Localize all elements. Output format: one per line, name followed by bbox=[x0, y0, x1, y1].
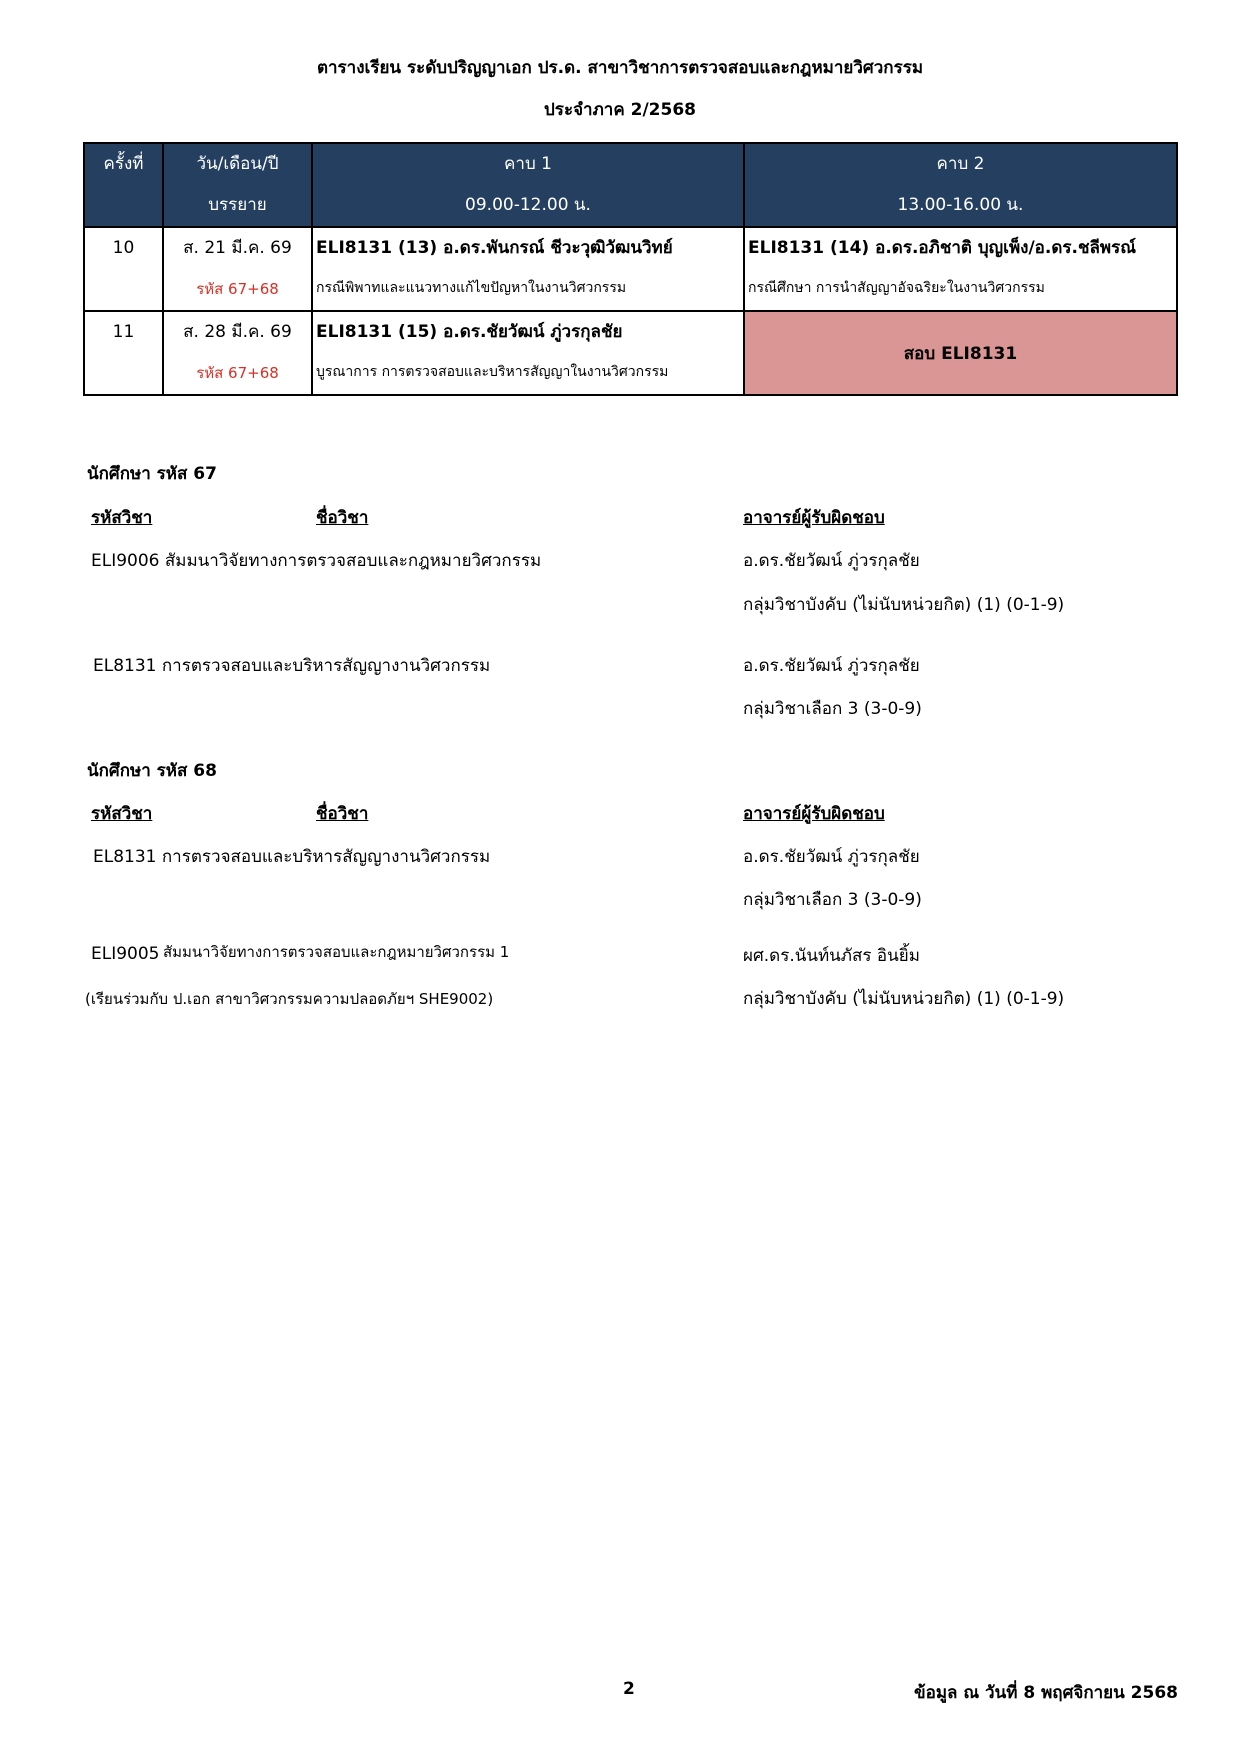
session-date bbox=[163, 227, 312, 311]
course-group: กลุ่มวิชาบังคับ (ไม่นับหน่วยกิต) (1) (0-1-9) bbox=[743, 989, 1065, 1009]
students-67-col-name: ชื่อวิชา bbox=[316, 508, 369, 528]
session-date-value: ส. 28 มี.ค. 69 bbox=[183, 322, 292, 342]
header-session-no bbox=[84, 143, 163, 227]
header-session-no-label: ครั้งที่ bbox=[103, 154, 144, 174]
session-number bbox=[84, 311, 163, 395]
course-code-name: ELI9006 สัมมนาวิจัยทางการตรวจสอบและกฎหมายวิศวกรรม bbox=[91, 551, 542, 571]
session-date bbox=[163, 311, 312, 395]
document-title: ตารางเรียน ระดับปริญญาเอก ปร.ด. สาขาวิชาการตรวจสอบและกฎหมายวิศวกรรม bbox=[316, 58, 924, 78]
schedule-row bbox=[84, 227, 1177, 311]
header-date bbox=[163, 143, 312, 227]
header-period-2-time: 13.00-16.00 น. bbox=[897, 195, 1024, 215]
course-instructor: อ.ดร.ชัยวัฒน์ ภู่วรกุลชัย bbox=[743, 656, 920, 676]
students-67-heading: นักศึกษา รหัส 67 bbox=[87, 464, 217, 484]
students-68-col-name: ชื่อวิชา bbox=[316, 804, 369, 824]
document-term: ประจำภาค 2/2568 bbox=[544, 100, 696, 120]
course-group: กลุ่มวิชาบังคับ (ไม่นับหน่วยกิต) (1) (0-1-9) bbox=[743, 595, 1065, 615]
period-2-topic: กรณีศึกษา การนำสัญญาอัจฉริยะในงานวิศวกรรม bbox=[748, 280, 1045, 296]
session-number-value: 10 bbox=[112, 238, 135, 258]
course-group: กลุ่มวิชาเลือก 3 (3-0-9) bbox=[743, 699, 922, 719]
period-1-topic: กรณีพิพาทและแนวทางแก้ไขปัญหาในงานวิศวกรรม bbox=[316, 280, 627, 296]
students-68-col-instructor: อาจารย์ผู้รับผิดชอบ bbox=[743, 804, 885, 824]
header-period-1-time: 09.00-12.00 น. bbox=[465, 195, 591, 215]
data-as-of: ข้อมูล ณ วันที่ 8 พฤศจิกายน 2568 bbox=[913, 1683, 1178, 1703]
schedule-header-row bbox=[84, 143, 1177, 227]
course-instructor: อ.ดร.ชัยวัฒน์ ภู่วรกุลชัย bbox=[743, 847, 920, 867]
period-2-course: ELI8131 (14) อ.ดร.อภิชาติ บุญเพ็ง/อ.ดร.ชลีพรณ์ bbox=[748, 238, 1137, 258]
students-68-col-code: รหัสวิชา bbox=[91, 804, 153, 824]
period-1-course: ELI8131 (13) อ.ดร.พันกรณ์ ชีวะวุฒิวัฒนวิทย์ bbox=[316, 238, 673, 258]
course-instructor: อ.ดร.ชัยวัฒน์ ภู่วรกุลชัย bbox=[743, 551, 920, 571]
header-date-sublabel: บรรยาย bbox=[208, 195, 267, 215]
exam-cell: สอบ ELI8131 bbox=[744, 311, 1177, 395]
session-date-value: ส. 21 มี.ค. 69 bbox=[183, 238, 292, 258]
schedule-table bbox=[83, 142, 1178, 396]
header-date-label: วัน/เดือน/ปี bbox=[196, 154, 279, 174]
session-number bbox=[84, 227, 163, 311]
header-period-2-label: คาบ 2 bbox=[936, 154, 985, 174]
page-number: 2 bbox=[623, 1679, 635, 1699]
header-period-1 bbox=[312, 143, 744, 227]
session-group: รหัส 67+68 bbox=[196, 364, 279, 382]
header-period-2 bbox=[744, 143, 1177, 227]
period-1-topic: บูรณาการ การตรวจสอบและบริหารสัญญาในงานวิศวกรรม bbox=[316, 364, 669, 380]
session-group: รหัส 67+68 bbox=[196, 280, 279, 298]
period-1-cell bbox=[312, 227, 744, 311]
course-instructor: ผศ.ดร.นันท์นภัสร อินยิ้ม bbox=[743, 946, 920, 966]
period-2-cell bbox=[744, 227, 1177, 311]
course-code: ELI9005 bbox=[91, 944, 160, 964]
course-group: กลุ่มวิชาเลือก 3 (3-0-9) bbox=[743, 890, 922, 910]
schedule-row bbox=[84, 311, 1177, 395]
students-68-heading: นักศึกษา รหัส 68 bbox=[87, 761, 217, 781]
period-1-cell bbox=[312, 311, 744, 395]
course-code-name: EL8131 การตรวจสอบและบริหารสัญญางานวิศวกรรม bbox=[93, 847, 491, 867]
course-name: สัมมนาวิจัยทางการตรวจสอบและกฎหมายวิศวกรรม 1 bbox=[163, 943, 510, 961]
course-code-name: EL8131 การตรวจสอบและบริหารสัญญางานวิศวกรรม bbox=[93, 656, 491, 676]
period-1-course: ELI8131 (15) อ.ดร.ชัยวัฒน์ ภู่วรกุลชัย bbox=[316, 322, 623, 342]
students-67-col-instructor: อาจารย์ผู้รับผิดชอบ bbox=[743, 508, 885, 528]
students-67-col-code: รหัสวิชา bbox=[91, 508, 153, 528]
session-number-value: 11 bbox=[112, 322, 135, 342]
header-period-1-label: คาบ 1 bbox=[504, 154, 552, 174]
course-note: (เรียนร่วมกับ ป.เอก สาขาวิศวกรรมความปลอดภัยฯ SHE9002) bbox=[85, 990, 494, 1008]
